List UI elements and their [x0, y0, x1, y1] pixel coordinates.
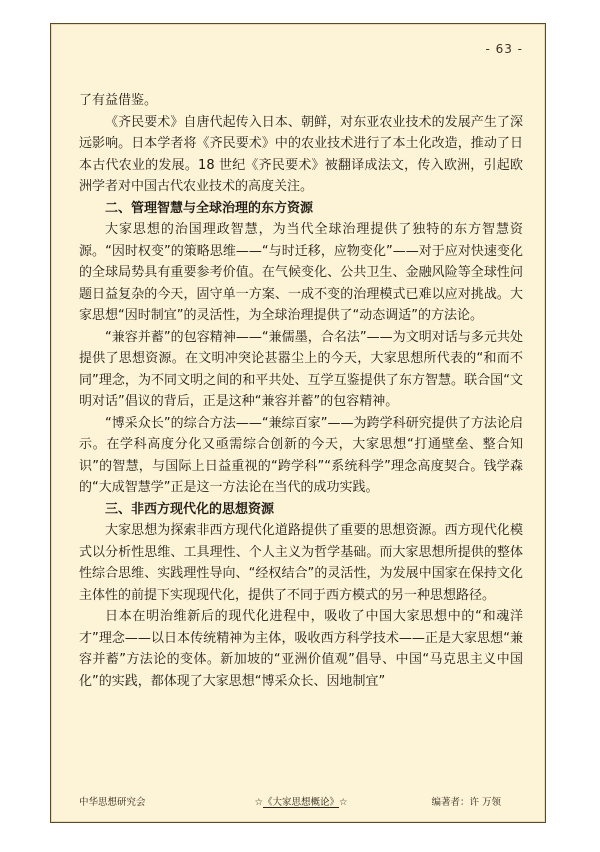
footer-book-title: 《大家思想概论》	[262, 797, 339, 808]
page-number: - 63 -	[485, 42, 523, 56]
paragraph-non-western-modernization: 大家思想为探索非西方现代化道路提供了重要的思想资源。西方现代化模式以分析性思维、工具理性、个人主义为哲学基础。而大家思想所提供的整体性综合思维、实践理性导向、“经权结合”的灵活性，为发展中国家在保持文化主体性的前提下实现现代化，提供了不同于西方模式的另一种思想路径。	[79, 523, 523, 603]
paragraph-japan-meiji: 日本在明治维新后的现代化进程中，吸收了中国大家思想中的“和魂洋才”理念——以日本传统精神为主体，吸收西方科学技术——正是大家思想“兼容并蓄”方法论的变体。新加坡的“亚洲价值观”倡导、中国“马克思主义中国化”的实践，都体现了大家思想“博采众长、因地制宜”	[79, 609, 523, 689]
page-frame	[50, 23, 546, 823]
star-icon: ☆	[339, 797, 348, 808]
page-footer	[79, 794, 523, 808]
paragraph-governance-wisdom: 大家思想的治国理政智慧，为当代全球治理提供了独特的东方智慧资源。“因时权变”的策略思维——“与时迁移，应物变化”——对于应对快速变化的全球局势具有重要参考价值。在气候变化、公共卫生、金融风险等全球性问题日益复杂的今天，固守单一方案、一成不变的治理模式已难以应对挑战。大家思想“因时制宜”的灵活性，为全球治理提供了“动态调适”的方法论。	[79, 222, 523, 323]
paragraph-inclusive-spirit: “兼容并蓄”的包容精神——“兼儒墨，合名法”——为文明对话与多元共处提供了思想资源。在文明冲突论甚嚣尘上的今天，大家思想所代表的“和而不同”理念，为不同文明之间的和平共处、互学互鉴提供了东方智慧。联合国“文明对话”倡议的背后，正是这种“兼容并蓄”的包容精神。	[79, 329, 523, 409]
paragraph-comprehensive-method: “博采众长”的综合方法——“兼综百家”——为跨学科研究提供了方法论启示。在学科高度分化又亟需综合创新的今天，大家思想“打通壁垒、整合知识”的智慧，与国际上日益重视的“跨学科”“系统科学”理念高度契合。钱学森的“大成智慧学”正是这一方法论在当代的成功实践。	[79, 415, 523, 495]
section-heading-modernization: 三、非西方现代化的思想资源	[105, 501, 275, 517]
star-icon: ☆	[254, 797, 263, 808]
paragraph-continuation: 了有益借鉴。	[79, 93, 158, 108]
paragraph-qimin-yaoshu: 《齐民要术》自唐代起传入日本、朝鲜，对东亚农业技术的发展产生了深远影响。日本学者将《齐民要术》中的农业技术进行了本土化改造，推动了日本古代农业的发展。18 世纪《齐民要术》被翻译成法文，传入欧洲，引起欧洲学者对中国古代农业技术的高度关注。	[79, 114, 523, 194]
body-text	[79, 90, 523, 692]
footer-publisher: 中华思想研究会	[79, 797, 146, 808]
section-heading-governance: 二、管理智慧与全球治理的东方资源	[105, 200, 314, 216]
footer-author: 编著者：许 万领	[431, 797, 501, 808]
